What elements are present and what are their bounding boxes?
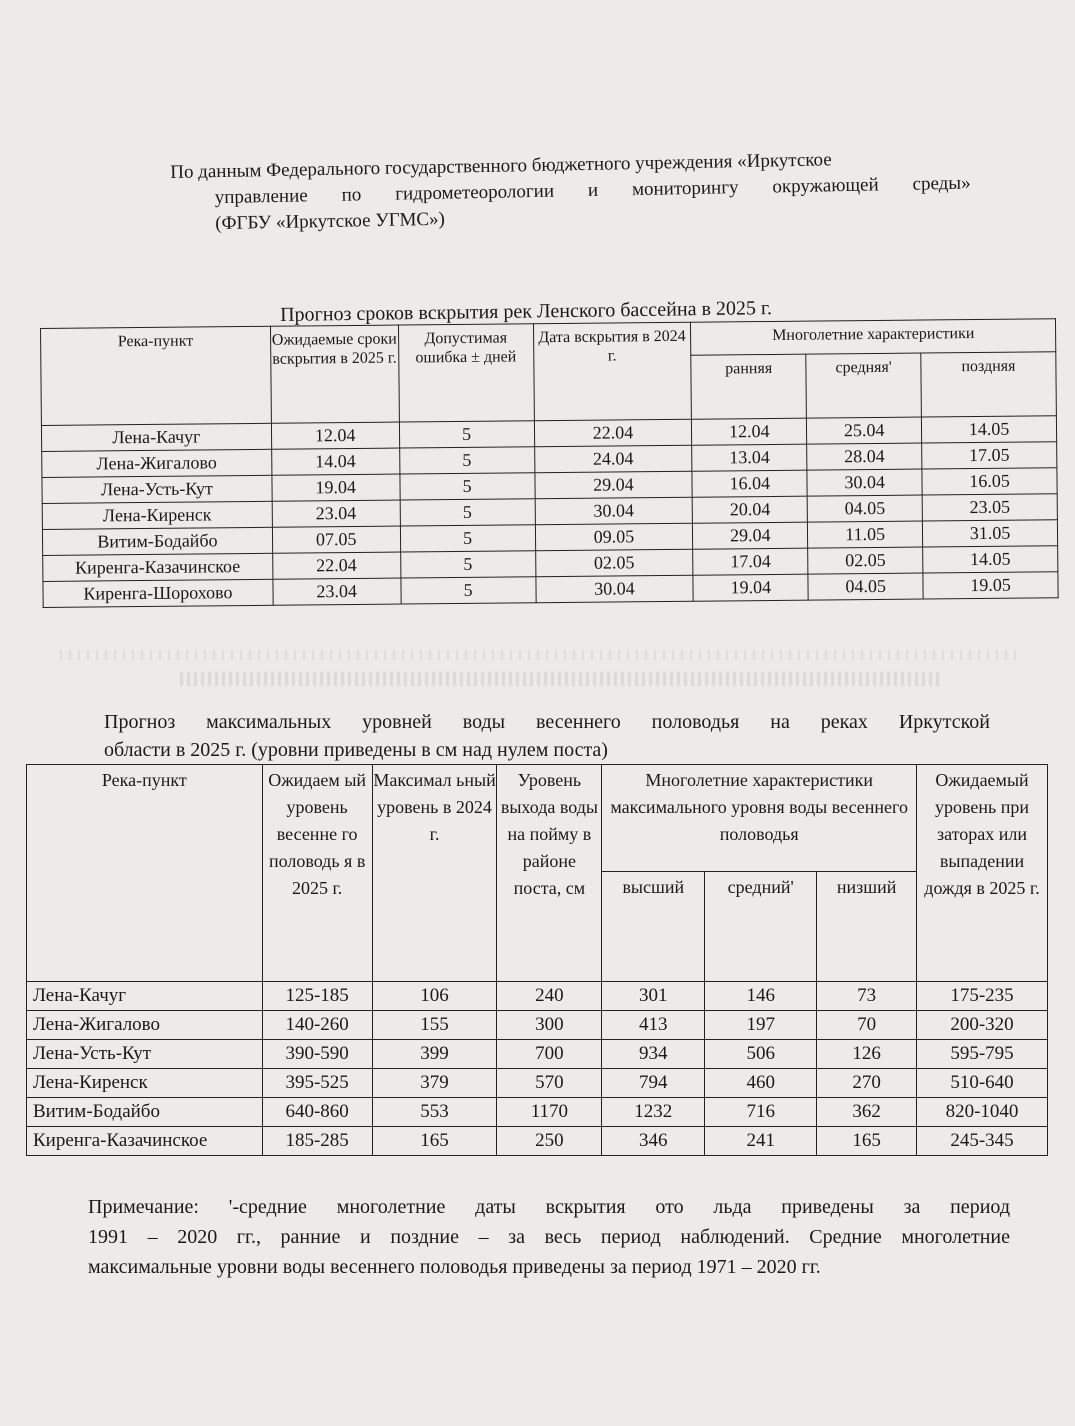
cell-max2024: 399 <box>372 1040 497 1069</box>
t1-header-late: поздняя <box>921 352 1057 417</box>
cell-expected: 14.04 <box>271 448 399 475</box>
t2-header-longterm: Многолетние характеристики максимального уровня воды весеннего половодья <box>602 765 917 872</box>
t2-header-river: Река-пункт <box>27 765 263 982</box>
cell-highest: 934 <box>602 1040 705 1069</box>
cell-date2024: 30.04 <box>535 575 693 603</box>
cell-expected: 140-260 <box>262 1011 372 1040</box>
cell-early: 16.04 <box>692 470 807 497</box>
cell-error: 5 <box>400 499 535 526</box>
cell-river: Лена-Киренск <box>42 501 272 529</box>
cell-river: Витим-Бодайбо <box>27 1098 263 1127</box>
footnote-line-1: Примечание: '-средние многолетние даты вскрытия ото льда приведены за период <box>88 1196 1010 1218</box>
cell-expected: 22.04 <box>272 552 400 579</box>
table2-title <box>104 708 990 764</box>
footnote-line-2: 1991 – 2020 гг., ранние и поздние – за весь период наблюдений. Средние многолетние <box>88 1226 1010 1248</box>
cell-max2024: 553 <box>372 1098 497 1127</box>
cell-expected: 12.04 <box>271 422 399 449</box>
cell-early: 13.04 <box>692 444 807 471</box>
cell-error: 5 <box>400 473 535 500</box>
t1-header-mean: средняя' <box>806 353 921 418</box>
cell-lowest: 73 <box>817 982 917 1011</box>
cell-expected: 390-590 <box>262 1040 372 1069</box>
cell-lowest: 165 <box>817 1127 917 1156</box>
cell-highest: 794 <box>602 1069 705 1098</box>
cell-jam: 820-1040 <box>917 1098 1048 1127</box>
cell-river: Киренга-Шорохово <box>43 579 273 607</box>
cell-river: Лена-Жигалово <box>27 1011 263 1040</box>
footnote-line-3: максимальные уровни воды весеннего половодья приведены за период 1971 – 2020 гг. <box>88 1256 821 1278</box>
cell-lowest: 362 <box>817 1098 917 1127</box>
cell-highest: 346 <box>602 1127 705 1156</box>
table1-title: Прогноз сроков вскрытия рек Ленского бассейна в 2025 г. <box>280 297 773 326</box>
cell-expected: 07.05 <box>272 526 400 553</box>
cell-river: Витим-Бодайбо <box>42 527 272 555</box>
cell-highest: 301 <box>602 982 705 1011</box>
cell-mean: 11.05 <box>808 521 923 548</box>
cell-river: Лена-Усть-Кут <box>42 475 272 503</box>
cell-mean: 04.05 <box>807 495 922 522</box>
cell-expected: 19.04 <box>272 474 400 501</box>
footnote <box>88 1192 1010 1282</box>
cell-error: 5 <box>399 447 534 474</box>
cell-highest: 413 <box>602 1011 705 1040</box>
cell-river: Лена-Усть-Кут <box>27 1040 263 1069</box>
cell-max2024: 379 <box>372 1069 497 1098</box>
cell-date2024: 22.04 <box>534 419 692 447</box>
cell-lowest: 270 <box>817 1069 917 1098</box>
cell-river: Лена-Качуг <box>27 982 263 1011</box>
cell-mean: 716 <box>705 1098 817 1127</box>
t2-header-jam: Ожидаемый уровень при заторах или выпадении дождя в 2025 г. <box>917 765 1048 982</box>
cell-late: 31.05 <box>922 520 1057 547</box>
cell-mean: 02.05 <box>808 547 923 574</box>
cell-error: 5 <box>400 551 535 578</box>
cell-late: 14.05 <box>923 546 1058 573</box>
cell-floodplain: 240 <box>497 982 602 1011</box>
cell-date2024: 24.04 <box>534 445 692 473</box>
cell-expected: 23.04 <box>273 578 401 605</box>
table-row <box>27 1069 1048 1098</box>
intro-line-2: управление по гидрометеорологии и мониторингу окружающей среды» <box>214 172 971 209</box>
t2-header-mean: средний' <box>705 872 817 982</box>
table-row <box>27 1040 1048 1069</box>
cell-date2024: 29.04 <box>534 471 692 499</box>
cell-error: 5 <box>401 577 536 604</box>
cell-mean: 460 <box>705 1069 817 1098</box>
cell-mean: 30.04 <box>807 469 922 496</box>
cell-mean: 197 <box>705 1011 817 1040</box>
t1-header-expected: Ожидаемые сроки вскрытия в 2025 г. <box>270 325 399 423</box>
t2-header-lowest: низший <box>817 872 917 982</box>
cell-late: 17.05 <box>922 442 1057 469</box>
cell-floodplain: 1170 <box>497 1098 602 1127</box>
t1-header-error: Допустимая ошибка ± дней <box>398 324 534 422</box>
cell-lowest: 70 <box>817 1011 917 1040</box>
table-row <box>27 1127 1048 1156</box>
intro-line-3: (ФГБУ «Иркутское УГМС») <box>215 208 446 235</box>
cell-late: 14.05 <box>921 416 1056 443</box>
cell-mean: 28.04 <box>807 443 922 470</box>
cell-early: 19.04 <box>693 574 808 601</box>
cell-jam: 200-320 <box>917 1011 1048 1040</box>
cell-expected: 23.04 <box>272 500 400 527</box>
breakup-forecast-table <box>40 318 1059 608</box>
cell-mean: 241 <box>705 1127 817 1156</box>
cell-early: 29.04 <box>693 522 808 549</box>
cell-river: Лена-Качуг <box>41 423 271 451</box>
cell-date2024: 02.05 <box>535 549 693 577</box>
t1-header-date2024: Дата вскрытия в 2024 г. <box>533 322 692 421</box>
intro-paragraph <box>170 145 971 238</box>
cell-jam: 245-345 <box>917 1127 1048 1156</box>
cell-mean: 04.05 <box>808 573 923 600</box>
cell-river: Киренга-Казачинское <box>27 1127 263 1156</box>
cell-date2024: 30.04 <box>535 497 693 525</box>
cell-max2024: 106 <box>372 982 497 1011</box>
max-water-level-table <box>26 764 1048 1156</box>
t2-header-floodplain: Уровень выхода воды на пойму в районе поста, см <box>497 765 602 982</box>
cell-error: 5 <box>400 525 535 552</box>
cell-floodplain: 700 <box>497 1040 602 1069</box>
cell-max2024: 165 <box>372 1127 497 1156</box>
cell-river: Киренга-Казачинское <box>43 553 273 581</box>
cell-max2024: 155 <box>372 1011 497 1040</box>
table-row <box>27 1098 1048 1127</box>
t1-header-early: ранняя <box>691 354 806 419</box>
cell-expected: 185-285 <box>262 1127 372 1156</box>
cell-floodplain: 250 <box>497 1127 602 1156</box>
t1-header-longterm: Многолетние характеристики <box>691 319 1056 355</box>
intro-line-1: По данным Федерального государственного бюджетного учреждения «Иркутское <box>170 149 832 183</box>
cell-mean: 146 <box>705 982 817 1011</box>
cell-early: 17.04 <box>693 548 808 575</box>
cell-floodplain: 570 <box>497 1069 602 1098</box>
cell-expected: 125-185 <box>262 982 372 1011</box>
cell-error: 5 <box>399 421 534 448</box>
scan-noise <box>180 672 940 686</box>
t1-header-river: Река-пункт <box>41 326 272 425</box>
cell-early: 12.04 <box>692 418 807 445</box>
cell-late: 23.05 <box>922 494 1057 521</box>
cell-highest: 1232 <box>602 1098 705 1127</box>
cell-river: Лена-Киренск <box>27 1069 263 1098</box>
cell-jam: 510-640 <box>917 1069 1048 1098</box>
table2-title-line-2: области в 2025 г. (уровни приведены в см над нулем поста) <box>104 739 608 761</box>
cell-mean: 506 <box>705 1040 817 1069</box>
table2-title-line-1: Прогноз максимальных уровней воды весеннего половодья на реках Иркутской <box>104 711 990 733</box>
cell-jam: 175-235 <box>917 982 1048 1011</box>
table-row <box>27 982 1048 1011</box>
cell-river: Лена-Жигалово <box>42 449 272 477</box>
cell-late: 16.05 <box>922 468 1057 495</box>
cell-late: 19.05 <box>923 572 1058 599</box>
cell-expected: 395-525 <box>262 1069 372 1098</box>
cell-jam: 595-795 <box>917 1040 1048 1069</box>
table-row <box>27 1011 1048 1040</box>
t2-header-expected: Ожидаем ый уровень весенне го половодь я в 2025 г. <box>262 765 372 982</box>
cell-mean: 25.04 <box>807 417 922 444</box>
t2-header-highest: высший <box>602 872 705 982</box>
cell-expected: 640-860 <box>262 1098 372 1127</box>
scan-noise <box>60 650 1020 660</box>
cell-lowest: 126 <box>817 1040 917 1069</box>
cell-early: 20.04 <box>692 496 807 523</box>
cell-date2024: 09.05 <box>535 523 693 551</box>
cell-floodplain: 300 <box>497 1011 602 1040</box>
t2-header-max2024: Максимал ьный уровень в 2024 г. <box>372 765 497 982</box>
